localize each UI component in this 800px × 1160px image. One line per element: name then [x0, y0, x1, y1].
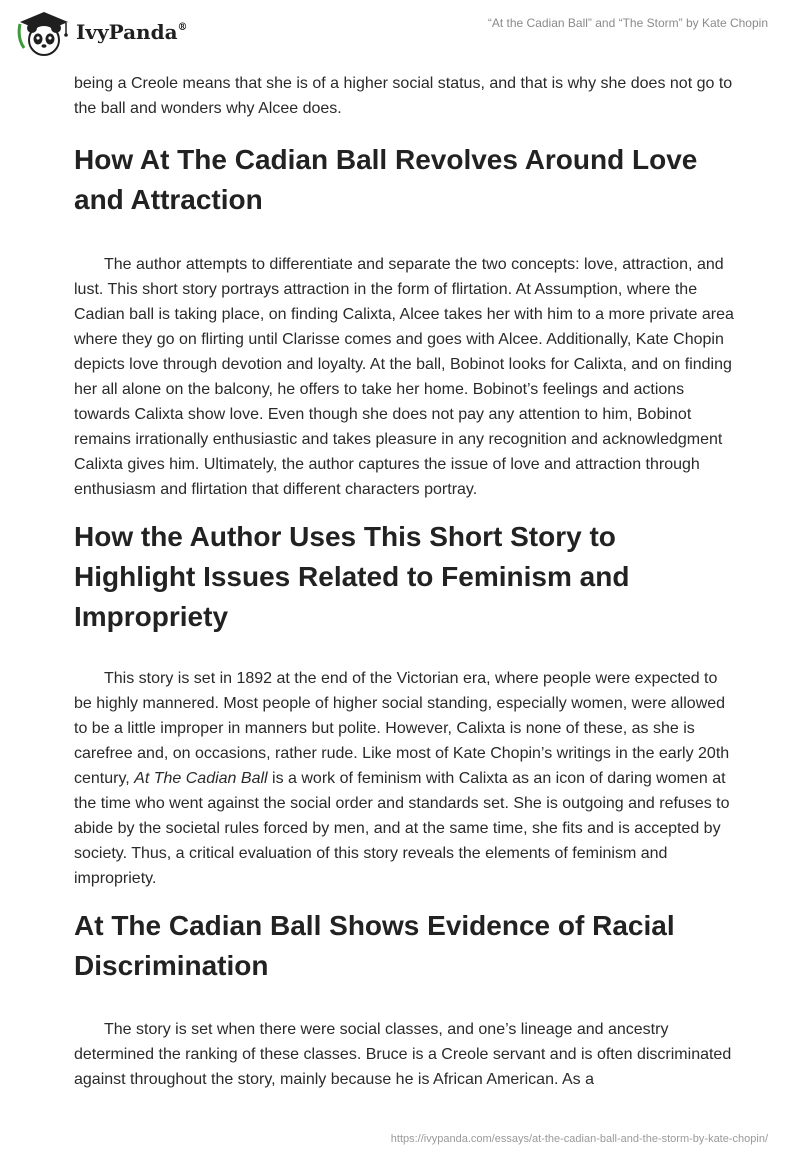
logo-text: IvyPanda — [76, 20, 178, 44]
source-url[interactable]: https://ivypanda.com/essays/at-the-cadian-ball-and-the-storm-by-kate-chopin/ — [390, 1133, 768, 1145]
registered-mark: ® — [177, 22, 188, 33]
paragraph-feminism-impropriety — [74, 666, 734, 891]
section-heading-racial-discrimination: At The Cadian Ball Shows Evidence of Racial Discrimination — [74, 910, 675, 981]
paragraph-racial-discrimination: The story is set when there were social classes, and one’s lineage and ancestry determined the ranking of these classes. Bruce is a Creole servant and is often discriminated against throughout the story, mainly because he is African American. As a — [74, 1021, 732, 1088]
paragraph-continuation: being a Creole means that she is of a higher social status, and that is why she does not go to the ball and wonders why Alcee does. — [74, 75, 733, 117]
page-header — [0, 0, 800, 70]
section-heading-love-attraction: How At The Cadian Ball Revolves Around Love and Attraction — [74, 144, 698, 215]
article-body — [74, 70, 734, 1092]
logo-wordmark — [76, 20, 188, 44]
panda-graduation-cap-icon — [16, 8, 72, 60]
paragraph-love-attraction: The author attempts to differentiate and separate the two concepts: love, attraction, and lust. This short story portrays attraction in the form of flirtation. At Assumption, where the Cadian ball is taking place, on finding Calixta, Alcee takes her with him to a more private area where they go on flirting until Clarisse comes and goes with Alcee. Additionally, Kate Chopin depicts love through devotion and loyalty. At the ball, Bobinot looks for Calixta, and on finding her all alone on the balcony, he offers to take her home. Bobinot’s feelings and actions towards Calixta show love. Even though she does not pay any attention to him, Bobinot remains irrationally enthusiastic and takes pleasure in any recognition and acknowledgment Calixta gives him. Ultimately, the author captures the issue of love and attraction through enthusiasm and flirtation that different characters portray. — [74, 256, 734, 498]
story-title-italic: At The Cadian Ball — [134, 770, 268, 787]
section-heading-feminism-impropriety: How the Author Uses This Short Story to Highlight Issues Related to Feminism and Impropriety — [74, 521, 630, 632]
paragraph-text: This story is set in 1892 at the end of the Victorian era, where people were expected to be highly mannered. Most people of higher social standing, especially women, were allowed to be a little improper in manners but polite. However, Calixta is none of these, as she is carefree and, on occasions, rather rude. Like most of Kate Chopin’s writings in the early 20th century, — [74, 670, 730, 787]
site-logo[interactable] — [16, 8, 216, 58]
paragraph-text: is a work of feminism with Calixta as an icon of daring women at the time who went against the social order and standards set. She is outgoing and refuses to abide by the societal rules forced by men, and at the same time, she fits and is accepted by society. Thus, a critical evaluation of this story reveals the elements of feminism and impropriety. — [74, 770, 730, 887]
document-title: “At the Cadian Ball” and “The Storm” by Kate Chopin — [487, 16, 768, 30]
